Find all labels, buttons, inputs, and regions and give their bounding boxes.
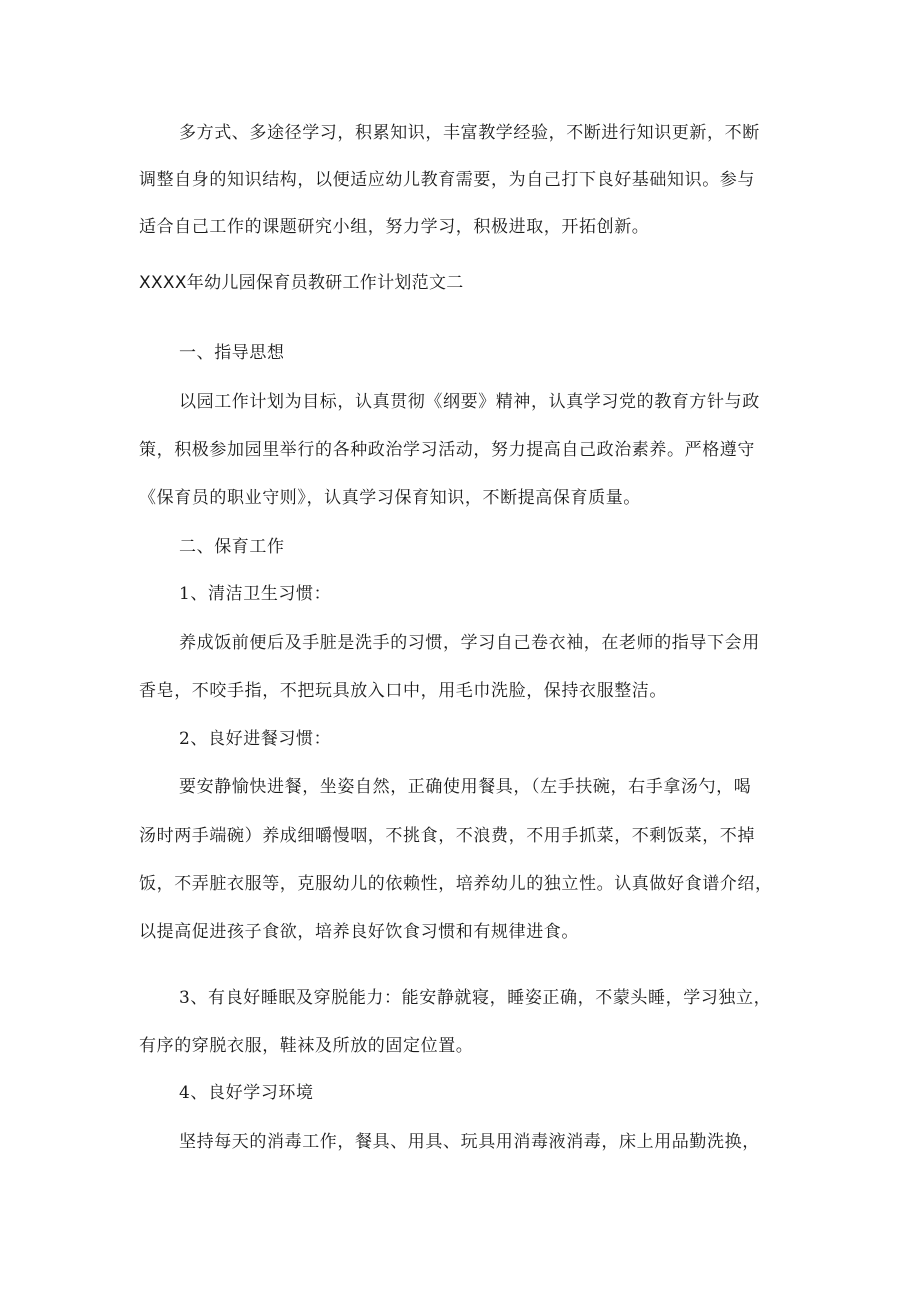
paragraph-line: 策，积极参加园里举行的各种政治学习活动，努力提高自己政治素养。严格遵守 (139, 440, 755, 460)
paragraph-line: 要安静愉快进餐，坐姿自然，正确使用餐具，（左手扶碗，右手拿汤勺，喝 (179, 777, 752, 797)
section-heading: 一、指导思想 (179, 343, 285, 363)
paragraph-line: 有序的穿脱衣服，鞋袜及所放的固定位置。 (139, 1036, 474, 1056)
paragraph-line: 调整自身的知识结构，以便适应幼儿教育需要，为自己打下良好基础知识。参与 (139, 170, 755, 190)
paragraph-line: 《保育员的职业守则》，认真学习保育知识，不断提高保育质量。 (139, 488, 641, 508)
item-heading: 2、良好进餐习惯： (179, 729, 332, 749)
section-heading: 二、保育工作 (179, 537, 285, 557)
paragraph-line: 香皂，不咬手指，不把玩具放入口中，用毛巾洗脸，保持衣服整洁。 (139, 681, 667, 701)
paragraph-line: 适合自己工作的课题研究小组，努力学习，积极进取，开拓创新。 (139, 217, 650, 237)
paragraph-line: 多方式、多途径学习，积累知识，丰富教学经验，不断进行知识更新，不断 (179, 123, 760, 143)
item-heading: 1、清洁卫生习惯： (179, 584, 332, 604)
document-title: XXXX年幼儿园保育员教研工作计划范文二 (139, 273, 464, 293)
paragraph-line: 养成饭前便后及手脏是洗手的习惯，学习自己卷衣袖，在老师的指导下会用 (179, 633, 760, 653)
paragraph-line: 以提高促进孩子食欲，培养良好饮食习惯和有规律进食。 (139, 922, 579, 942)
paragraph-line: 以园工作计划为目标，认真贯彻《纲要》精神，认真学习党的教育方针与政 (179, 392, 760, 412)
item-heading: 4、良好学习环境 (179, 1083, 314, 1103)
paragraph-line: 饭，不弄脏衣服等，克服幼儿的依赖性，培养幼儿的独立性。认真做好食谱介绍， (139, 874, 773, 894)
paragraph-line: 3、有良好睡眠及穿脱能力：能安静就寝，睡姿正确，不蒙头睡，学习独立， (179, 988, 772, 1008)
paragraph-line: 汤时两手端碗）养成细嚼慢咽，不挑食，不浪费，不用手抓菜，不剩饭菜，不掉 (139, 826, 755, 846)
paragraph-line: 坚持每天的消毒工作，餐具、用具、玩具用消毒液消毒，床上用品勤洗换， (179, 1132, 760, 1152)
